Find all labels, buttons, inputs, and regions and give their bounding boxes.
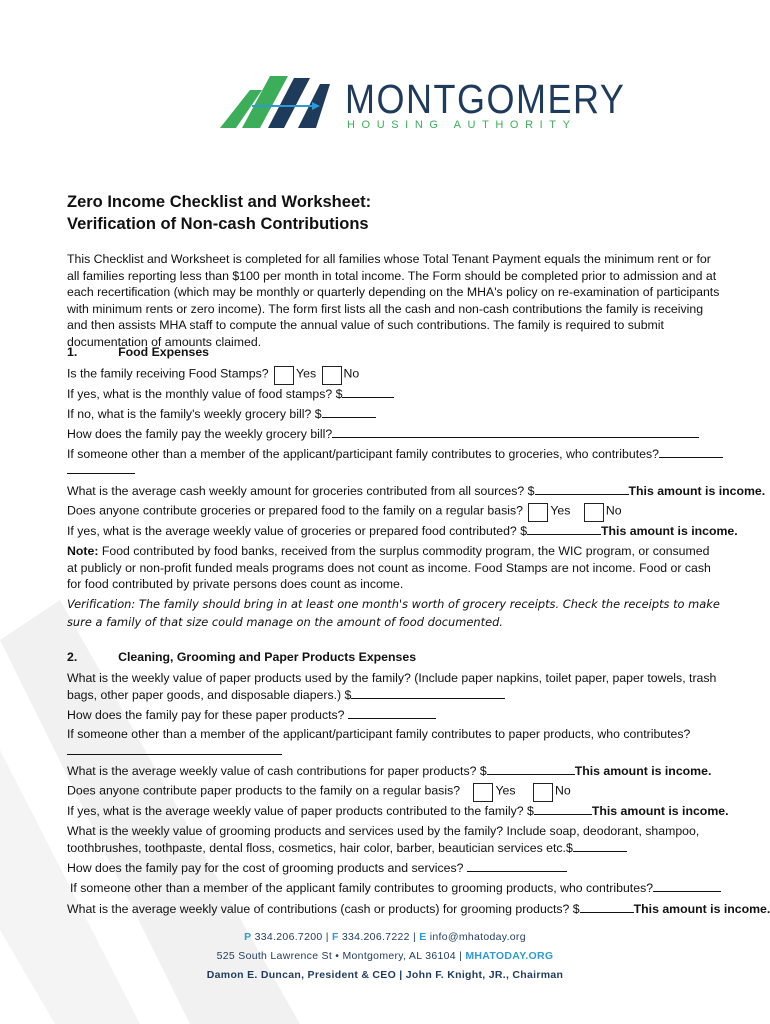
paper-cash-row [67,763,711,779]
paper-regular-no-checkbox[interactable] [533,783,553,802]
paper-pay-row [67,707,436,723]
verification-text: Verification: The family should bring in at least one month's worth of grocery receipts. Check the receipts to make sure a family of that size could manage on the amount of food documented. [67,597,720,629]
grocery-bill-row [67,406,376,422]
grocery-regular-label: Does anyone contribute groceries or prepared food to the family on a regular basis? [67,503,523,518]
grocery-contributor-label: If someone other than a member of the applicant/participant family contributes to groceries, who contributes? [67,447,659,461]
grooming-contribution-label: What is the average weekly value of contributions (cash or products) for grooming products? $ [67,902,580,916]
paper-contributor-row-2 [67,743,282,759]
grooming-value-field[interactable] [573,840,627,852]
grooming-contribution-row [67,901,770,917]
grooming-contribution-field[interactable] [580,901,634,913]
paper-products-row [67,670,721,703]
income-note: This amount is income. [628,484,766,498]
section-2-number: 2. [67,650,78,664]
logo-name: MONTGOMERY [345,76,626,122]
food-stamps-value-field[interactable] [342,386,394,398]
grocery-regular-no-checkbox[interactable] [584,503,604,522]
phone-label: P [244,931,252,943]
yes-label: Yes [495,783,516,798]
grocery-value-label: If yes, what is the average weekly value of groceries or prepared food contributed? $ [67,524,528,538]
food-stamps-yes-checkbox[interactable] [274,366,294,385]
paper-value-field[interactable] [534,803,592,815]
grooming-value-label: What is the weekly value of grooming products and services used by the family? Include soap, deodorant, shampoo, toothbrushes, toothpaste, dental floss, cosmetics, hair color, barber, beautician services etc.$ [67,824,700,855]
page-subtitle: Verification of Non-cash Contributions [67,215,369,233]
grocery-pay-field[interactable] [332,426,699,438]
phone: 334.206.7200 [254,931,323,943]
grocery-cash-field[interactable] [535,483,629,495]
grooming-contributor-field[interactable] [653,880,721,892]
paper-products-field[interactable] [351,687,505,699]
note-text: Food contributed by food banks, received from the surplus commodity program, the WIC program, or consumed at publicly or non-profit funded meals programs does not count as income. Food Stamps are not income. Food or cash for food contributed by private persons does count as income. [67,544,711,591]
grocery-pay-row [67,426,699,442]
income-note: This amount is income. [633,902,770,916]
grooming-contributor-label: If someone other than a member of the applicant family contributes to grooming products, who contributes? [70,881,654,895]
email-label: E [419,931,427,943]
income-note: This amount is income. [601,524,738,538]
grocery-contributor-field[interactable] [659,446,723,458]
no-label: No [554,783,571,798]
grocery-regular-row [67,503,622,519]
paper-cash-field[interactable] [487,763,575,775]
footer-address: 525 South Lawrence St • Montgomery, AL 36104 | MHATODAY.ORG [216,950,554,962]
paper-contributor-label: If someone other than a member of the applicant/participant family contributes to paper products, who contributes? [67,727,691,741]
grocery-cash-row [67,483,765,499]
grocery-value-row [67,523,738,539]
footer-people: Damon E. Duncan, President & CEO | John F. Knight, JR., Chairman [206,969,564,981]
food-stamps-label: Is the family receiving Food Stamps? [67,366,269,381]
fax-label: F [331,931,339,943]
section-2-heading [67,650,416,665]
note-label: Note: [67,544,99,558]
grocery-cash-label: What is the average cash weekly amount for groceries contributed from all sources? $ [67,484,535,498]
paper-cash-label: What is the average weekly value of cash contributions for paper products? $ [67,764,487,778]
section-1-title: Food Expenses [118,345,209,359]
section-1-heading [67,345,209,360]
address: 525 South Lawrence St • Montgomery, AL 36104 [216,950,456,962]
food-note [67,543,721,593]
grooming-pay-field[interactable] [467,860,567,872]
grocery-contributor-field-2[interactable] [67,462,135,474]
food-stamps-question [67,366,359,382]
food-stamps-no-checkbox[interactable] [322,366,342,385]
grocery-contributor-row [67,446,723,462]
grocery-bill-field[interactable] [322,406,376,418]
grooming-pay-row [67,860,567,876]
grocery-value-field[interactable] [527,523,601,535]
paper-regular-row [67,783,571,799]
page-title: Zero Income Checklist and Worksheet: [67,193,372,211]
income-note: This amount is income. [574,764,712,778]
grooming-contributor-row [70,880,721,896]
paper-products-label: What is the weekly value of paper products used by the family? (Include paper napkins, toilet paper, paper towels, trash bags, other paper goods, and disposable diapers.) $ [67,671,717,702]
intro-paragraph: This Checklist and Worksheet is completed for all families whose Total Tenant Payment equals the minimum rent or for all families reporting less than $100 per month in total income. The Form should be completed prior to admission and at each recertification (which may be monthly or quarterly depending on the MHA's policy on re-examination of participants with minimum rents or zero income). The form first lists all the cash and non-cash contributions the family is receiving and then assists MHA staff to compute the annual value of such contributions. The family is required to submit documentation of amounts claimed. [67,252,720,349]
logo-subtitle: HOUSING AUTHORITY [347,119,577,131]
paper-value-label: If yes, what is the average weekly value of paper products contributed to the family? $ [67,804,534,818]
paper-value-row [67,803,729,819]
paper-regular-yes-checkbox[interactable] [473,783,493,802]
section-2-title: Cleaning, Grooming and Paper Products Expenses [118,650,417,664]
grooming-pay-label: How does the family pay for the cost of grooming products and services? [67,861,464,875]
paper-contributor-field[interactable] [67,743,282,755]
grooming-value-row [67,823,721,856]
paper-contributor-row [67,727,690,742]
footer-contact: P 334.206.7200 | F 334.206.7222 | E info@mhatoday.org [244,931,526,943]
email-link[interactable]: info@mhatoday.org [429,931,526,943]
grocery-contributor-row-2 [67,462,135,478]
fax: 334.206.7222 [341,931,410,943]
yes-label: Yes [550,503,571,518]
no-label: No [343,366,360,381]
paper-pay-field[interactable] [348,707,436,719]
paper-pay-label: How does the family pay for these paper products? [67,708,345,722]
no-label: No [605,503,622,518]
income-note: This amount is income. [591,804,729,818]
yes-label: Yes [296,366,317,381]
section-1-number: 1. [67,345,78,359]
food-stamps-value-row [67,386,394,402]
website-link[interactable]: MHATODAY.ORG [465,950,554,962]
grocery-bill-label: If no, what is the family's weekly grocery bill? $ [67,407,322,421]
grocery-pay-label: How does the family pay the weekly grocery bill? [67,427,333,441]
paper-regular-label: Does anyone contribute paper products to the family on a regular basis? [67,783,461,798]
grocery-regular-yes-checkbox[interactable] [528,503,548,522]
food-stamps-value-label: If yes, what is the monthly value of food stamps? $ [67,387,343,401]
